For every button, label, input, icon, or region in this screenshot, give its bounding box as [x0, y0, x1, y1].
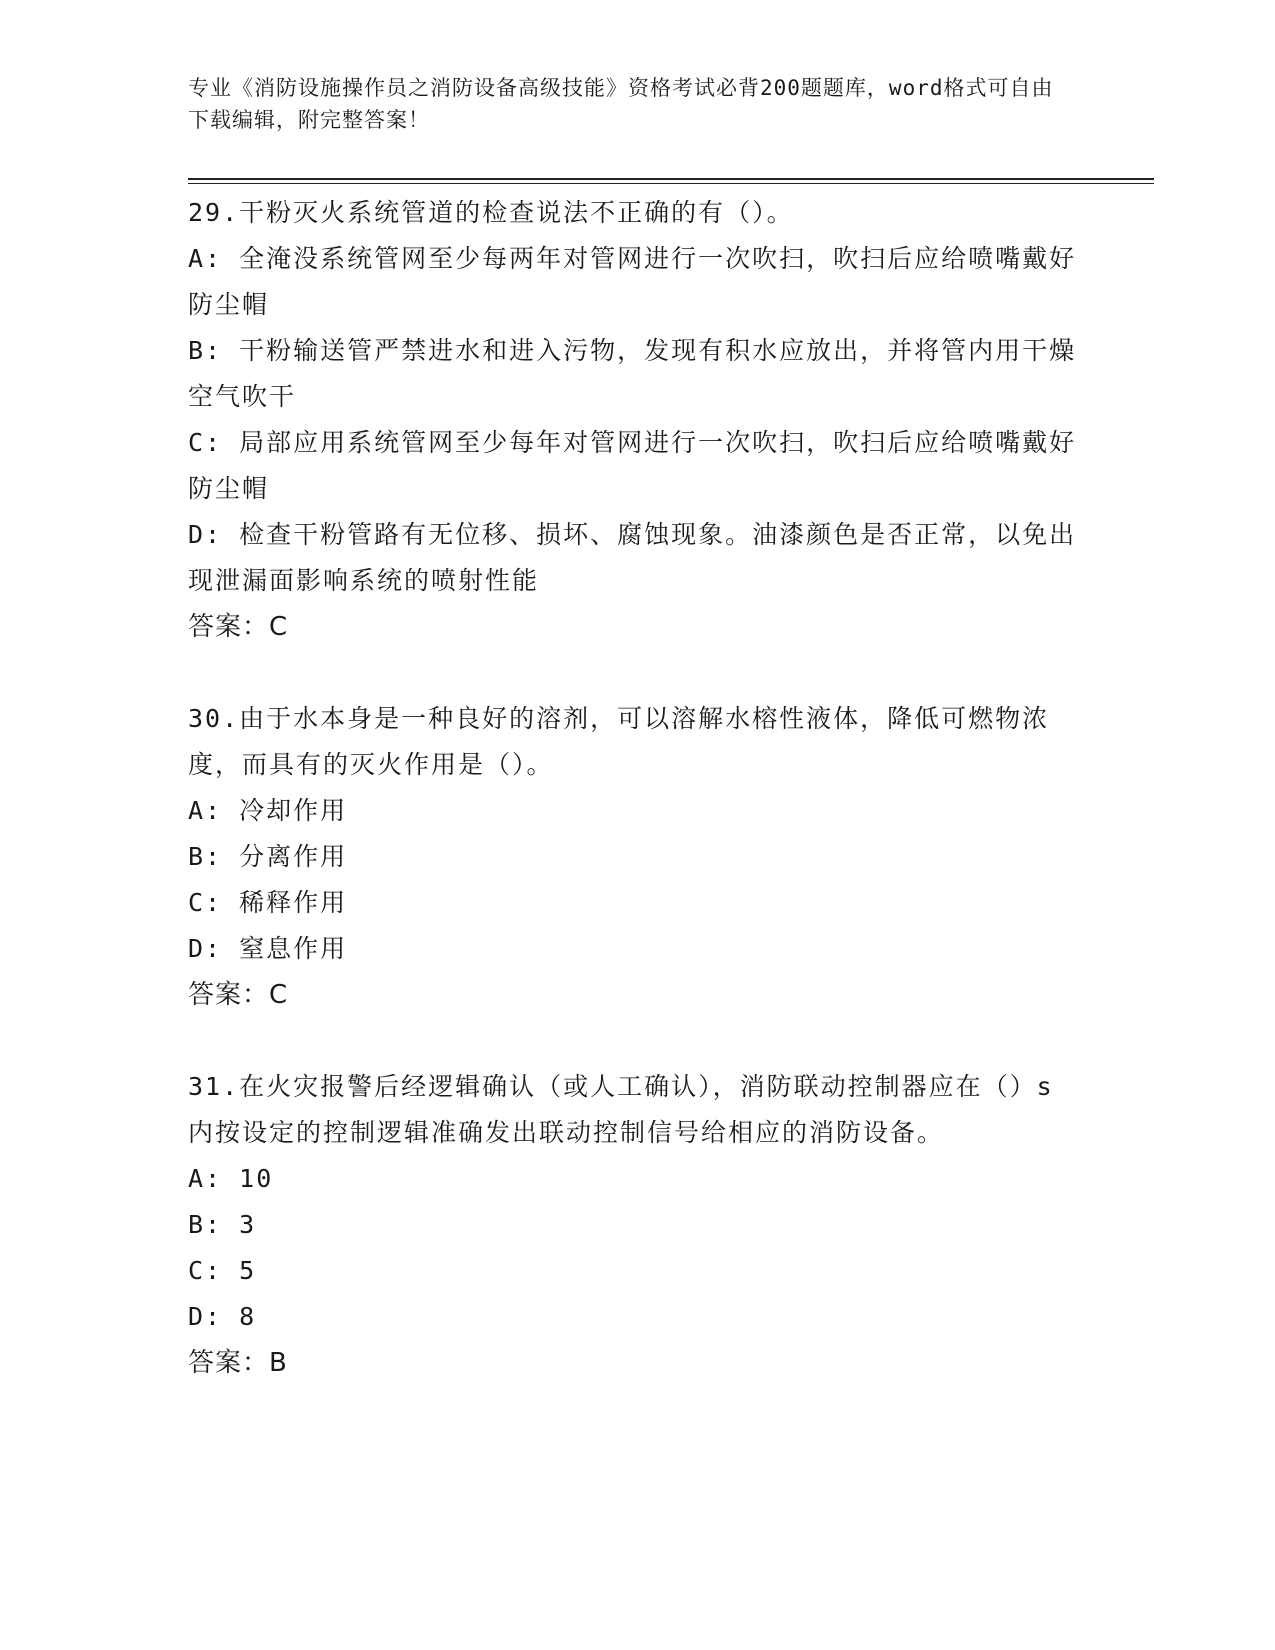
question-29: [188, 190, 1078, 650]
option-b: B: 3: [188, 1210, 257, 1239]
question-stem: 31.在火灾报警后经逻辑确认（或人工确认），消防联动控制器应在（）s内按设定的控制逻辑准确发出联动控制信号给相应的消防设备。: [188, 1072, 1054, 1147]
question-30: [188, 696, 1078, 1018]
option-a: A: 全淹没系统管网至少每两年对管网进行一次吹扫，吹扫后应给喷嘴戴好防尘帽: [188, 244, 1077, 319]
question-31: [188, 1064, 1078, 1386]
answer-line: 答案：C: [188, 980, 289, 1010]
answer-line: 答案：B: [188, 1348, 288, 1378]
option-c: C: 稀释作用: [188, 888, 348, 917]
option-c: C: 局部应用系统管网至少每年对管网进行一次吹扫，吹扫后应给喷嘴戴好防尘帽: [188, 428, 1077, 503]
option-d: D: 检查干粉管路有无位移、损坏、腐蚀现象。油漆颜色是否正常，以免出现泄漏面影响系统的喷射性能: [188, 520, 1077, 595]
header-divider-thick: [188, 178, 1154, 180]
option-c: C: 5: [188, 1256, 257, 1285]
option-b: B: 分离作用: [188, 842, 348, 871]
option-a: A: 冷却作用: [188, 796, 348, 825]
question-stem: 29.干粉灭火系统管道的检查说法不正确的有（）。: [188, 198, 794, 227]
option-d: D: 8: [188, 1302, 257, 1331]
header-divider-thin: [188, 183, 1154, 184]
question-list: [188, 190, 1078, 1386]
document-header: 专业《消防设施操作员之消防设备高级技能》资格考试必背200题题库，word格式可自由下载编辑，附完整答案！: [188, 76, 1054, 132]
option-d: D: 窒息作用: [188, 934, 348, 963]
option-b: B: 干粉输送管严禁进水和进入污物，发现有积水应放出，并将管内用干燥空气吹干: [188, 336, 1077, 411]
option-a: A: 10: [188, 1164, 274, 1193]
question-stem: 30.由于水本身是一种良好的溶剂，可以溶解水榕性液体，降低可燃物浓度，而具有的灭火作用是（）。: [188, 704, 1050, 779]
answer-line: 答案：C: [188, 612, 289, 642]
